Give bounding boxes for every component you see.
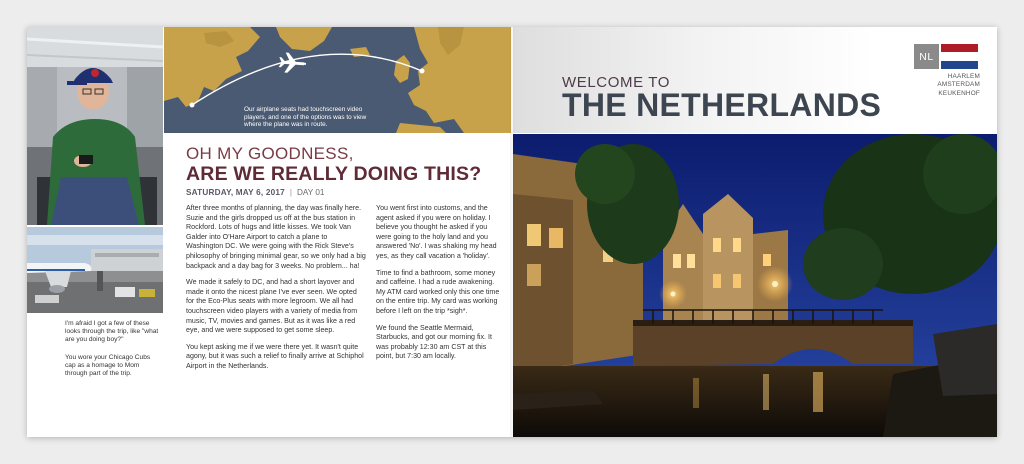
article-headline: ARE WE REALLY DOING THIS? — [186, 163, 482, 185]
city-list — [922, 73, 980, 98]
city-name: AMSTERDAM — [937, 81, 980, 89]
photo-man-in-terminal — [27, 27, 163, 225]
welcome-text: WELCOME TO — [562, 74, 670, 91]
article-dateline — [186, 188, 324, 197]
article-kicker: OH MY GOODNESS, — [186, 144, 354, 163]
page-gutter — [510, 27, 516, 437]
flag-stripe-blue — [941, 61, 978, 69]
paragraph: You went first into customs, and the agent asked if you were on holiday. I believe you thought he asked if you were going to the holy land and you answered 'No'. I was shaking my head yes, as they call vacation a 'holiday'. — [376, 204, 497, 260]
paragraph: We found the Seattle Mermaid, Starbucks, and got our morning fix. It was probably 12:30 am CST at this point, but 7:30 am locally. — [376, 323, 492, 361]
netherlands-flag-icon — [941, 44, 978, 69]
photo-canal-at-night — [513, 134, 997, 437]
city-name: HAARLEM — [947, 73, 980, 80]
flag-stripe-white — [941, 52, 978, 60]
map-caption: Our airplane seats had touchscreen video players, and one of the options was to view where the plane was in route. — [244, 106, 367, 129]
dateline-separator: | — [289, 188, 292, 197]
city-name: KEUKENHOF — [938, 89, 980, 97]
photo-caption-cubs-cap: You wore your Chicago Cubs cap as a homage to Mom through part of the trip. — [65, 354, 151, 378]
article-column-1 — [186, 204, 366, 379]
article-date: SATURDAY, MAY 6, 2017 — [186, 188, 285, 197]
photo-caption-looks: I'm afraid I got a few of these looks through the trip, like "what are you doing boy?" — [65, 320, 159, 344]
paragraph: We made it safely to DC, and had a short layover and made it onto the nicest plane I've ever seen. We opted for the Eco-Plus seats with more legroom. We all had touchscreen video players with a variety of media from music, TV, movies and games. But as it was like a red eye, and we were supposed to get some sleep. — [186, 278, 358, 335]
paragraph: After three months of planning, the day was finally here. Suzie and the girls dropped us off at the bus station in Rockford. Lots of hugs and little kisses. We took Van Galder into O'Hare Airport to catch a plane to Washington DC. We were going with the Rick Steve's philosophy of bringing minimal gear, so we only had a big backpack and a day bag for 3 weeks. No problem... ha! — [186, 204, 366, 270]
article-column-2 — [376, 204, 504, 369]
photo-book-spread — [27, 27, 997, 437]
article-day: DAY 01 — [297, 188, 325, 197]
paragraph: Time to find a bathroom, some money and caffeine. I had a rude awakening. My ATM card worked only this one time on the entire trip. My card was working before I left on the trip *sigh*. — [376, 268, 500, 315]
country-title: THE NETHERLANDS — [562, 87, 882, 123]
paragraph: You kept asking me if we were there yet. It wasn't quite agony, but it was such a relief to finally arrive at Schiphol Airport in the Netherlands. — [186, 342, 364, 370]
photo-airplane-at-gate — [27, 227, 163, 313]
flag-stripe-red — [941, 44, 978, 52]
country-code-badge: NL — [914, 44, 939, 69]
